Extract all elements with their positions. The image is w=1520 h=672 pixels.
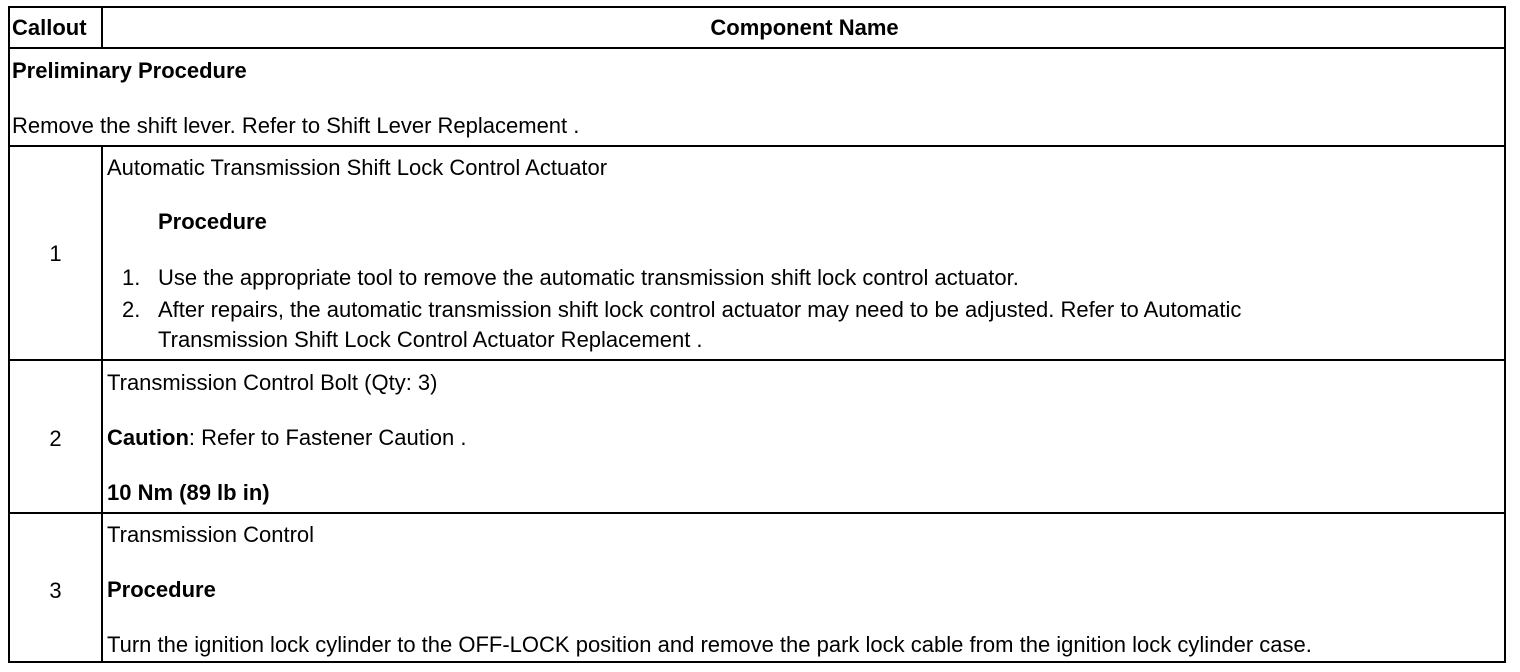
row-2-caution [107, 425, 466, 451]
row-3-procedure-text: Turn the ignition lock cylinder to the OFF-LOCK position and remove the park lock cable from the ignition lock cylinder case. [107, 632, 1312, 657]
preliminary-title: Preliminary Procedure [12, 58, 247, 83]
row-1-callout: 1 [49, 241, 62, 266]
row-1-step-2-text-cont: Transmission Shift Lock Control Actuator Replacement . [158, 327, 703, 352]
row-divider-2 [8, 359, 1506, 361]
row-2-torque: 10 Nm (89 lb in) [107, 480, 270, 505]
caution-label: Caution [107, 425, 189, 450]
row-2-name: Transmission Control Bolt (Qty: 3) [107, 370, 438, 395]
row-1-step-1-num: 1. [122, 265, 141, 290]
row-1-step-2-text: After repairs, the automatic transmission shift lock control actuator may need to be adjusted. Refer to Automatic [158, 297, 1242, 322]
header-component-name: Component Name [710, 15, 899, 40]
header-divider [8, 47, 1506, 49]
preliminary-text: Remove the shift lever. Refer to Shift Lever Replacement . [12, 113, 580, 138]
row-divider-3 [8, 512, 1506, 514]
row-2-callout: 2 [49, 426, 62, 451]
row-1-procedure-label: Procedure [158, 209, 267, 234]
row-1-name: Automatic Transmission Shift Lock Control Actuator [107, 155, 608, 180]
row-3-procedure-label: Procedure [107, 577, 216, 602]
row-3-callout: 3 [49, 578, 62, 603]
row-1-step-1-text: Use the appropriate tool to remove the automatic transmission shift lock control actuator. [158, 265, 1019, 290]
row-1-step-2-num: 2. [122, 297, 141, 322]
column-divider-rows [101, 145, 103, 663]
header-callout: Callout [12, 15, 87, 40]
row-divider-1 [8, 145, 1506, 147]
row-3-name: Transmission Control [107, 522, 315, 547]
caution-text: : Refer to Fastener Caution . [188, 425, 467, 450]
